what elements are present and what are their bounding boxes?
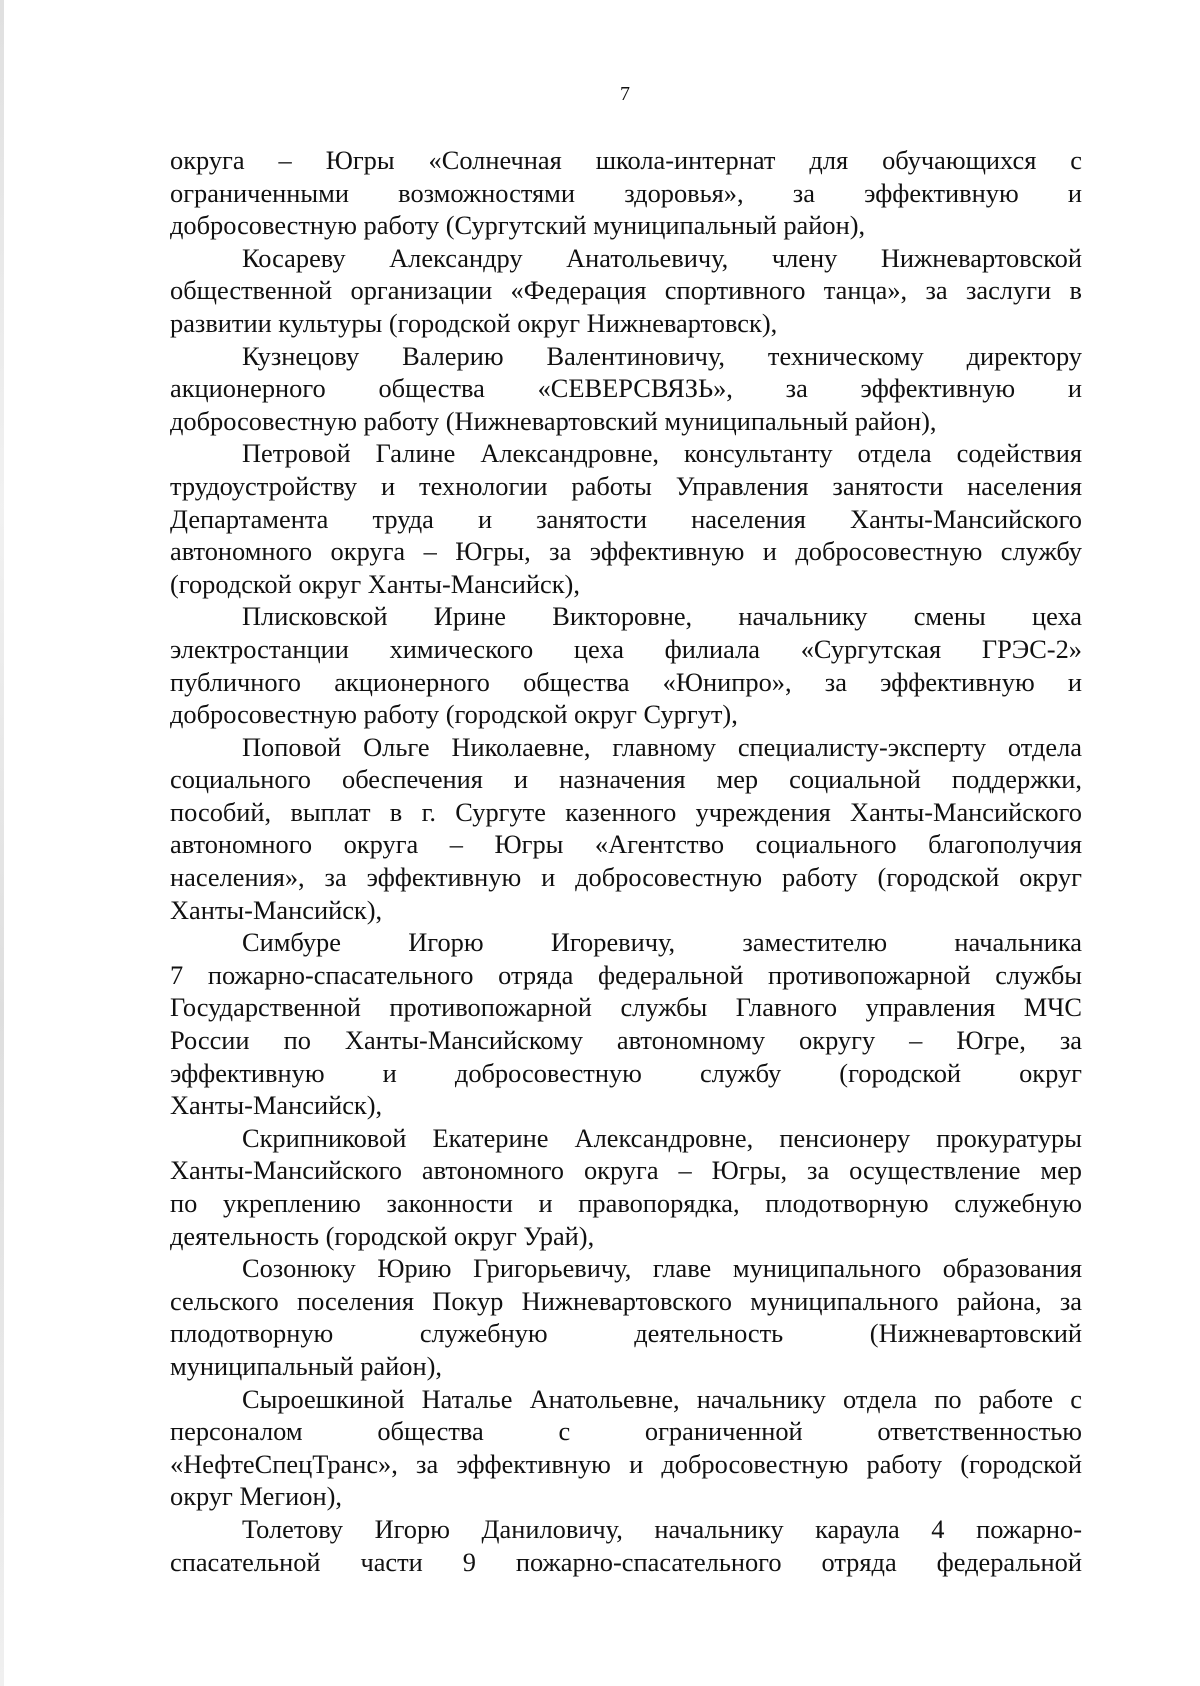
text-line: пособий, выплат в г. Сургуте казенного учреждения Ханты-Мансийского (170, 796, 1082, 827)
text-line: Созонюку Юрию Григорьевичу, главе муниципального образования (242, 1253, 1082, 1284)
award-paragraph (170, 340, 1082, 438)
text-line: трудоустройству и технологии работы Управления занятости населения (170, 470, 1082, 501)
text-line: Департамента труда и занятости населения Ханты-Мансийского (170, 503, 1082, 534)
award-paragraph (170, 437, 1082, 600)
text-line: деятельность (городской округ Урай), (170, 1220, 595, 1251)
text-line: добросовестную работу (городской округ Сургут), (170, 699, 738, 730)
award-paragraph (170, 242, 1082, 340)
text-line: Плисковской Ирине Викторовне, начальнику смены цеха (242, 601, 1082, 632)
page-number: 7 (620, 83, 630, 105)
text-line: социального обеспечения и назначения мер социальной поддержки, (170, 764, 1082, 795)
text-line: публичного акционерного общества «Юнипро», за эффективную и (170, 666, 1082, 697)
text-line: «НефтеСпецТранс», за эффективную и добросовестную работу (городской (170, 1448, 1082, 1479)
text-line: эффективную и добросовестную службу (городской округ (170, 1057, 1082, 1088)
award-paragraph (170, 600, 1082, 730)
text-line: Государственной противопожарной службы Главного управления МЧС (170, 992, 1082, 1023)
award-paragraph (170, 926, 1082, 1122)
award-paragraph (170, 144, 1082, 242)
text-line: добросовестную работу (Сургутский муниципальный район), (170, 210, 866, 241)
text-line: (городской округ Ханты-Мансийск), (170, 568, 580, 599)
text-line: Ханты-Мансийск), (170, 1090, 383, 1121)
text-line: сельского поселения Покур Нижневартовского муниципального района, за (170, 1285, 1082, 1316)
text-line: спасательной части 9 пожарно-спасательного отряда федеральной (170, 1546, 1082, 1577)
award-paragraph (170, 1122, 1082, 1252)
text-line: персоналом общества с ограниченной ответственностью (170, 1416, 1082, 1447)
text-line: Кузнецову Валерию Валентиновичу, техническому директору (242, 340, 1082, 371)
text-line: Петровой Галине Александровне, консультанту отдела содействия (242, 438, 1082, 469)
text-line: Толетову Игорю Даниловичу, начальнику караула 4 пожарно- (242, 1513, 1082, 1544)
text-line: населения», за эффективную и добросовестную работу (городской округ (170, 862, 1082, 893)
text-line: акционерного общества «СЕВЕРСВЯЗЬ», за эффективную и (170, 373, 1082, 404)
award-paragraph (170, 1513, 1082, 1578)
text-line: плодотворную служебную деятельность (Нижневартовский (170, 1318, 1082, 1349)
text-line: Ханты-Мансийского автономного округа – Югры, за осуществление мер (170, 1155, 1082, 1186)
text-line: Косареву Александру Анатольевичу, члену Нижневартовской (242, 242, 1082, 273)
text-line: 7 пожарно-спасательного отряда федеральной противопожарной службы (170, 959, 1082, 990)
award-paragraph (170, 1383, 1082, 1513)
text-line: электростанции химического цеха филиала «Сургутская ГРЭС-2» (170, 633, 1082, 664)
text-line: округа – Югры «Солнечная школа-интернат для обучающихся с (170, 145, 1082, 175)
text-line: ограниченными возможностями здоровья», за эффективную и (170, 177, 1082, 208)
text-line: Симбуре Игорю Игоревичу, заместителю начальника (242, 927, 1082, 958)
award-paragraph (170, 731, 1082, 927)
text-line: Поповой Ольге Николаевне, главному специалисту-эксперту отдела (242, 731, 1082, 762)
text-line: муниципальный район), (170, 1350, 442, 1381)
scan-edge-shadow (0, 0, 4, 1686)
text-line: развитии культуры (городской округ Нижневартовск), (170, 307, 778, 338)
award-paragraph (170, 1252, 1082, 1382)
text-line: общественной организации «Федерация спортивного танца», за заслуги в (170, 275, 1082, 306)
text-line: по укреплению законности и правопорядка, плодотворную служебную (170, 1188, 1082, 1218)
text-line: автономного округа – Югры, за эффективную и добросовестную службу (170, 536, 1082, 567)
text-line: России по Ханты-Мансийскому автономному округу – Югре, за (170, 1025, 1082, 1056)
text-line: добросовестную работу (Нижневартовский муниципальный район), (170, 405, 937, 436)
text-line: Ханты-Мансийск), (170, 894, 383, 925)
document-body (170, 144, 1082, 1578)
text-line: Сыроешкиной Наталье Анатольевне, начальнику отдела по работе с (242, 1383, 1082, 1414)
text-line: Скрипниковой Екатерине Александровне, пенсионеру прокуратуры (242, 1122, 1082, 1153)
text-line: автономного округа – Югры «Агентство социального благополучия (170, 829, 1082, 860)
text-line: округ Мегион), (170, 1481, 342, 1512)
